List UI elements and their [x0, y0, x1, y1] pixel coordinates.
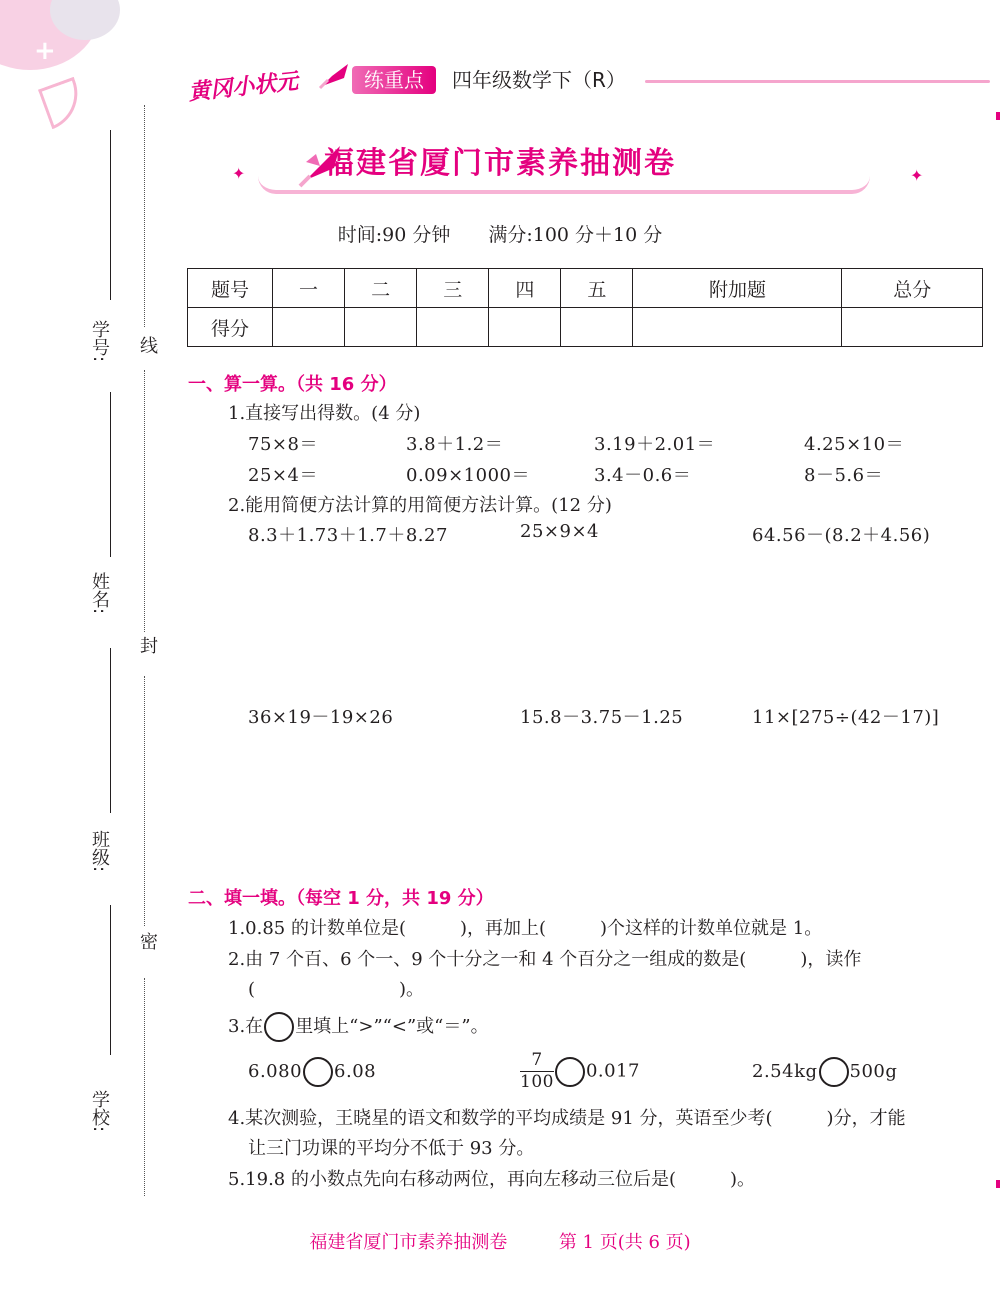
school-label: 学校:: [89, 1090, 110, 1133]
title-underline: [258, 176, 870, 194]
question-text: [228, 1012, 489, 1042]
calc-item: 8－5.6＝: [804, 465, 884, 486]
table-header-cell: 四: [489, 269, 561, 308]
page-footer: [0, 1228, 1000, 1254]
compare-right: 500g: [849, 1061, 898, 1082]
section-heading: 二、填一填。（每空 1 分，共 19 分）: [188, 888, 494, 909]
header-rule: [645, 80, 990, 83]
compare-item: [520, 1052, 640, 1091]
score-cell[interactable]: [273, 308, 345, 347]
calc-item: 75×8＝: [248, 434, 318, 455]
question-text: 4.某次测验，王晓星的语文和数学的平均成绩是 91 分，英语至少考( )分，才能: [228, 1108, 906, 1129]
focus-tag: 练重点: [352, 66, 436, 94]
question-prompt: 1.直接写出得数。(4 分): [228, 403, 421, 424]
table-row-label: 得分: [188, 308, 273, 347]
score-cell[interactable]: [842, 308, 983, 347]
answer-circle[interactable]: [819, 1057, 849, 1087]
seal-dotted-line: [144, 676, 145, 926]
section-heading: 一、算一算。（共 16 分）: [188, 374, 397, 395]
grade-label: 四年级数学下（R）: [452, 68, 626, 92]
question-text: 让三门功课的平均分不低于 93 分。: [248, 1138, 535, 1159]
rule-line: [110, 905, 111, 1055]
calc-item: 3.8＋1.2＝: [406, 434, 504, 455]
student-id-label: 学号:: [89, 320, 110, 363]
calc-item: 8.3＋1.73＋1.7＋8.27: [248, 525, 448, 546]
compare-item: [752, 1057, 897, 1087]
calc-item: 4.25×10＝: [804, 434, 905, 455]
seal-dotted-line: [144, 105, 145, 327]
score-table: [187, 268, 983, 347]
calc-item: 25×4＝: [248, 465, 318, 486]
footer-title: 福建省厦门市素养抽测卷: [309, 1232, 508, 1253]
compare-left: 6.080: [248, 1061, 303, 1082]
compare-right: 6.08: [334, 1061, 377, 1082]
calc-item: 3.4－0.6＝: [594, 465, 692, 486]
answer-circle[interactable]: [555, 1057, 585, 1087]
table-header-cell: 三: [417, 269, 489, 308]
name-label: 姓名:: [89, 572, 110, 615]
seal-char-secret: 密: [137, 932, 158, 950]
seal-dotted-line: [144, 978, 145, 1196]
answer-circle[interactable]: [303, 1057, 333, 1087]
brand-logo: 黄冈小状元: [187, 69, 300, 106]
question-text-part: 里填上“>”“<”或“＝”。: [295, 1016, 489, 1037]
calc-item: 0.09×1000＝: [406, 465, 530, 486]
rule-line: [110, 130, 111, 300]
table-row: [188, 308, 983, 347]
table-header-cell: 一: [273, 269, 345, 308]
table-row: [188, 269, 983, 308]
page-title: 福建省厦门市素养抽测卷: [324, 146, 676, 181]
rule-line: [110, 648, 111, 813]
score-cell[interactable]: [345, 308, 417, 347]
table-header-cell: 总分: [842, 269, 983, 308]
score-cell[interactable]: [561, 308, 633, 347]
fraction: [520, 1052, 554, 1091]
question-text: 5.19.8 的小数点先向右移动两位，再向左移动三位后是( )。: [228, 1169, 756, 1190]
fraction-numerator: 7: [520, 1052, 554, 1072]
question-text: ( )。: [248, 979, 425, 1000]
question-text: 1.0.85 的计数单位是( )，再加上( )个这样的计数单位就是 1。: [228, 918, 823, 939]
table-header-cell: 二: [345, 269, 417, 308]
calc-item: 15.8－3.75－1.25: [520, 707, 684, 728]
compare-left: 2.54kg: [752, 1061, 818, 1082]
compare-circle: [264, 1012, 294, 1042]
rule-line: [110, 392, 111, 557]
plus-icon: +: [34, 36, 56, 66]
seal-char-line: 线: [137, 336, 158, 354]
table-header-cell: 五: [561, 269, 633, 308]
edge-mark: [996, 112, 1000, 120]
calc-item: 3.19＋2.01＝: [594, 434, 716, 455]
class-label: 班级:: [89, 830, 110, 873]
table-header-cell: 题号: [188, 269, 273, 308]
sparkle-icon: ✦: [910, 166, 924, 185]
score-cell[interactable]: [417, 308, 489, 347]
calc-item: 36×19－19×26: [248, 707, 394, 728]
sparkle-icon: ✦: [232, 164, 246, 183]
question-prompt: 2.能用简便方法计算的用简便方法计算。(12 分): [228, 495, 612, 516]
exam-info: 时间:90 分钟 满分:100 分＋10 分: [337, 224, 663, 246]
compare-item: [248, 1057, 376, 1087]
half-circle-decoration: [38, 77, 88, 129]
table-header-cell: 附加题: [633, 269, 842, 308]
fraction-denominator: 100: [520, 1072, 554, 1092]
compare-right: 0.017: [585, 1060, 640, 1082]
page-number: 第 1 页(共 6 页): [558, 1232, 691, 1253]
calc-item: 11×[275÷(42－17)]: [752, 707, 940, 728]
edge-mark: [996, 1180, 1000, 1188]
calc-item: 25×9×4: [520, 521, 599, 542]
score-cell[interactable]: [489, 308, 561, 347]
seal-char-seal: 封: [137, 636, 158, 654]
question-text-part: 3.在: [228, 1016, 264, 1037]
seal-dotted-line: [144, 370, 145, 632]
calc-item: 64.56－(8.2＋4.56): [752, 525, 931, 546]
question-text: 2.由 7 个百、6 个一、9 个十分之一和 4 个百分之一组成的数是( )，读作: [228, 949, 862, 970]
score-cell[interactable]: [633, 308, 842, 347]
